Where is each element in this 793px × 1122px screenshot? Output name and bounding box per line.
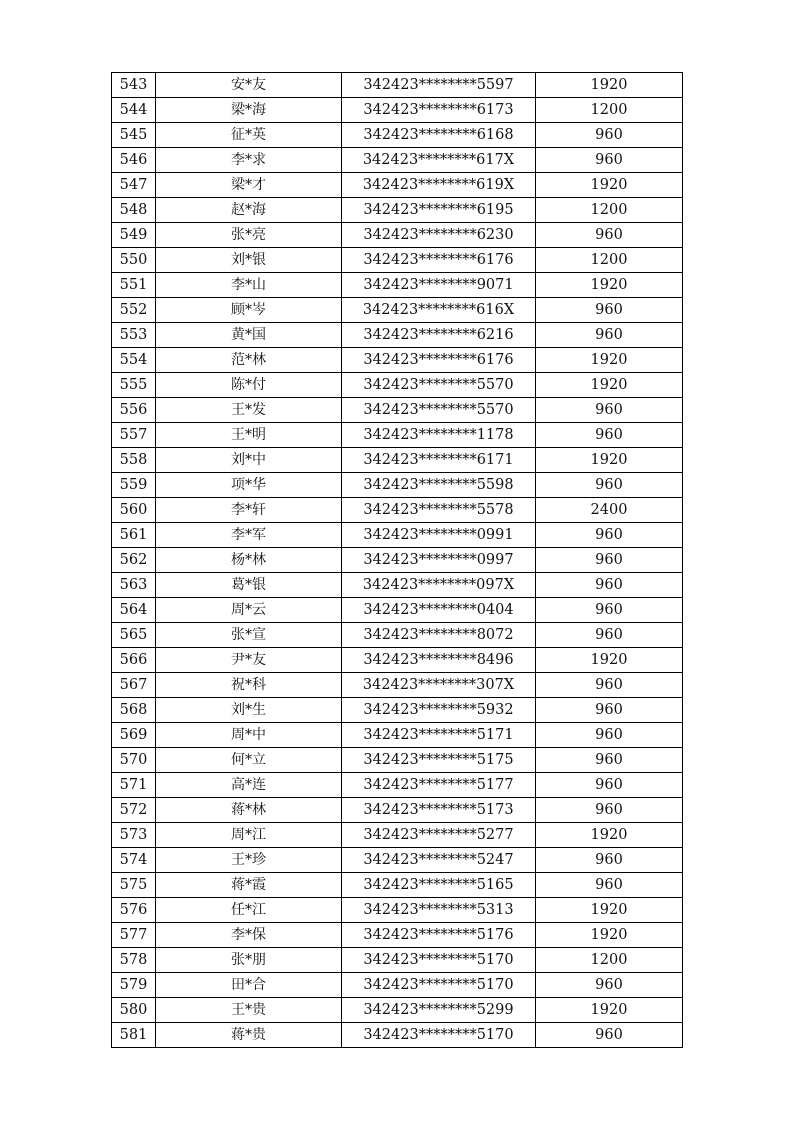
row-number-cell: 565 bbox=[112, 623, 156, 648]
name-cell: 王*贵 bbox=[156, 998, 342, 1023]
table-row bbox=[112, 198, 683, 223]
id-number-cell: 342423********5578 bbox=[342, 498, 536, 523]
row-number-cell: 561 bbox=[112, 523, 156, 548]
id-number-cell: 342423********5299 bbox=[342, 998, 536, 1023]
amount-cell: 960 bbox=[536, 123, 683, 148]
id-number-cell: 342423********5570 bbox=[342, 373, 536, 398]
id-number-cell: 342423********5598 bbox=[342, 473, 536, 498]
row-number-cell: 548 bbox=[112, 198, 156, 223]
id-number-cell: 342423********5277 bbox=[342, 823, 536, 848]
amount-cell: 1200 bbox=[536, 948, 683, 973]
row-number-cell: 559 bbox=[112, 473, 156, 498]
name-cell: 周*云 bbox=[156, 598, 342, 623]
row-number-cell: 556 bbox=[112, 398, 156, 423]
amount-cell: 960 bbox=[536, 623, 683, 648]
row-number-cell: 560 bbox=[112, 498, 156, 523]
amount-cell: 960 bbox=[536, 148, 683, 173]
id-number-cell: 342423********619X bbox=[342, 173, 536, 198]
table-row bbox=[112, 98, 683, 123]
table-row bbox=[112, 923, 683, 948]
amount-cell: 1920 bbox=[536, 348, 683, 373]
id-number-cell: 342423********6216 bbox=[342, 323, 536, 348]
table-row bbox=[112, 973, 683, 998]
id-number-cell: 342423********5177 bbox=[342, 773, 536, 798]
amount-cell: 960 bbox=[536, 598, 683, 623]
name-cell: 安*友 bbox=[156, 73, 342, 98]
name-cell: 王*明 bbox=[156, 423, 342, 448]
row-number-cell: 549 bbox=[112, 223, 156, 248]
table-row bbox=[112, 1023, 683, 1048]
amount-cell: 960 bbox=[536, 798, 683, 823]
name-cell: 征*英 bbox=[156, 123, 342, 148]
amount-cell: 960 bbox=[536, 848, 683, 873]
amount-cell: 1920 bbox=[536, 73, 683, 98]
table-row bbox=[112, 373, 683, 398]
name-cell: 杨*林 bbox=[156, 548, 342, 573]
table-row bbox=[112, 273, 683, 298]
row-number-cell: 569 bbox=[112, 723, 156, 748]
name-cell: 张*亮 bbox=[156, 223, 342, 248]
row-number-cell: 568 bbox=[112, 698, 156, 723]
table-row bbox=[112, 673, 683, 698]
row-number-cell: 564 bbox=[112, 598, 156, 623]
table-row bbox=[112, 473, 683, 498]
id-number-cell: 342423********5313 bbox=[342, 898, 536, 923]
amount-cell: 960 bbox=[536, 523, 683, 548]
row-number-cell: 577 bbox=[112, 923, 156, 948]
name-cell: 李*轩 bbox=[156, 498, 342, 523]
amount-cell: 1920 bbox=[536, 273, 683, 298]
row-number-cell: 557 bbox=[112, 423, 156, 448]
id-number-cell: 342423********9071 bbox=[342, 273, 536, 298]
amount-cell: 1920 bbox=[536, 823, 683, 848]
id-number-cell: 342423********5932 bbox=[342, 698, 536, 723]
table-row bbox=[112, 698, 683, 723]
name-cell: 赵*海 bbox=[156, 198, 342, 223]
table-row bbox=[112, 598, 683, 623]
amount-cell: 1920 bbox=[536, 173, 683, 198]
name-cell: 梁*才 bbox=[156, 173, 342, 198]
row-number-cell: 551 bbox=[112, 273, 156, 298]
table-row bbox=[112, 523, 683, 548]
name-cell: 张*宣 bbox=[156, 623, 342, 648]
id-number-cell: 342423********6171 bbox=[342, 448, 536, 473]
id-number-cell: 342423********097X bbox=[342, 573, 536, 598]
name-cell: 黄*国 bbox=[156, 323, 342, 348]
amount-cell: 1200 bbox=[536, 198, 683, 223]
row-number-cell: 546 bbox=[112, 148, 156, 173]
name-cell: 李*求 bbox=[156, 148, 342, 173]
table-row bbox=[112, 823, 683, 848]
name-cell: 田*合 bbox=[156, 973, 342, 998]
id-number-cell: 342423********8496 bbox=[342, 648, 536, 673]
name-cell: 陈*付 bbox=[156, 373, 342, 398]
name-cell: 葛*银 bbox=[156, 573, 342, 598]
table-row bbox=[112, 573, 683, 598]
row-number-cell: 580 bbox=[112, 998, 156, 1023]
amount-cell: 960 bbox=[536, 223, 683, 248]
name-cell: 李*山 bbox=[156, 273, 342, 298]
id-number-cell: 342423********617X bbox=[342, 148, 536, 173]
name-cell: 梁*海 bbox=[156, 98, 342, 123]
table-row bbox=[112, 798, 683, 823]
amount-cell: 960 bbox=[536, 973, 683, 998]
amount-cell: 960 bbox=[536, 748, 683, 773]
name-cell: 蒋*贵 bbox=[156, 1023, 342, 1048]
name-cell: 周*江 bbox=[156, 823, 342, 848]
row-number-cell: 562 bbox=[112, 548, 156, 573]
amount-cell: 960 bbox=[536, 398, 683, 423]
row-number-cell: 552 bbox=[112, 298, 156, 323]
row-number-cell: 555 bbox=[112, 373, 156, 398]
row-number-cell: 572 bbox=[112, 798, 156, 823]
name-cell: 李*保 bbox=[156, 923, 342, 948]
id-number-cell: 342423********5173 bbox=[342, 798, 536, 823]
name-cell: 刘*银 bbox=[156, 248, 342, 273]
id-number-cell: 342423********6173 bbox=[342, 98, 536, 123]
name-cell: 刘*生 bbox=[156, 698, 342, 723]
row-number-cell: 544 bbox=[112, 98, 156, 123]
name-cell: 李*军 bbox=[156, 523, 342, 548]
row-number-cell: 573 bbox=[112, 823, 156, 848]
table-row bbox=[112, 623, 683, 648]
row-number-cell: 578 bbox=[112, 948, 156, 973]
table-row bbox=[112, 873, 683, 898]
table-row bbox=[112, 223, 683, 248]
table-row bbox=[112, 398, 683, 423]
name-cell: 蒋*霞 bbox=[156, 873, 342, 898]
table-row bbox=[112, 123, 683, 148]
name-cell: 王*发 bbox=[156, 398, 342, 423]
id-number-cell: 342423********5165 bbox=[342, 873, 536, 898]
row-number-cell: 543 bbox=[112, 73, 156, 98]
id-number-cell: 342423********5170 bbox=[342, 948, 536, 973]
id-number-cell: 342423********6195 bbox=[342, 198, 536, 223]
table-row bbox=[112, 323, 683, 348]
id-number-cell: 342423********5171 bbox=[342, 723, 536, 748]
row-number-cell: 554 bbox=[112, 348, 156, 373]
id-number-cell: 342423********0997 bbox=[342, 548, 536, 573]
table-row bbox=[112, 148, 683, 173]
name-cell: 刘*中 bbox=[156, 448, 342, 473]
table-row bbox=[112, 448, 683, 473]
table-row bbox=[112, 548, 683, 573]
table-row bbox=[112, 173, 683, 198]
amount-cell: 1200 bbox=[536, 98, 683, 123]
amount-cell: 960 bbox=[536, 873, 683, 898]
table-row bbox=[112, 423, 683, 448]
table-row bbox=[112, 498, 683, 523]
table-row bbox=[112, 748, 683, 773]
amount-cell: 1200 bbox=[536, 248, 683, 273]
id-number-cell: 342423********307X bbox=[342, 673, 536, 698]
table-row bbox=[112, 73, 683, 98]
amount-cell: 960 bbox=[536, 723, 683, 748]
id-number-cell: 342423********5570 bbox=[342, 398, 536, 423]
amount-cell: 960 bbox=[536, 323, 683, 348]
table-row bbox=[112, 773, 683, 798]
amount-cell: 960 bbox=[536, 673, 683, 698]
id-number-cell: 342423********5170 bbox=[342, 973, 536, 998]
row-number-cell: 566 bbox=[112, 648, 156, 673]
row-number-cell: 545 bbox=[112, 123, 156, 148]
row-number-cell: 567 bbox=[112, 673, 156, 698]
amount-cell: 960 bbox=[536, 698, 683, 723]
row-number-cell: 553 bbox=[112, 323, 156, 348]
id-number-cell: 342423********5247 bbox=[342, 848, 536, 873]
row-number-cell: 570 bbox=[112, 748, 156, 773]
name-cell: 尹*友 bbox=[156, 648, 342, 673]
amount-cell: 1920 bbox=[536, 448, 683, 473]
row-number-cell: 550 bbox=[112, 248, 156, 273]
data-table bbox=[111, 72, 683, 1048]
id-number-cell: 342423********0404 bbox=[342, 598, 536, 623]
name-cell: 顾*岑 bbox=[156, 298, 342, 323]
id-number-cell: 342423********0991 bbox=[342, 523, 536, 548]
name-cell: 祝*科 bbox=[156, 673, 342, 698]
id-number-cell: 342423********6168 bbox=[342, 123, 536, 148]
amount-cell: 960 bbox=[536, 1023, 683, 1048]
name-cell: 何*立 bbox=[156, 748, 342, 773]
table-row bbox=[112, 848, 683, 873]
amount-cell: 1920 bbox=[536, 923, 683, 948]
table-row bbox=[112, 298, 683, 323]
table-row bbox=[112, 948, 683, 973]
amount-cell: 960 bbox=[536, 548, 683, 573]
table-row bbox=[112, 348, 683, 373]
name-cell: 任*江 bbox=[156, 898, 342, 923]
amount-cell: 1920 bbox=[536, 373, 683, 398]
id-number-cell: 342423********6230 bbox=[342, 223, 536, 248]
id-number-cell: 342423********6176 bbox=[342, 348, 536, 373]
amount-cell: 1920 bbox=[536, 648, 683, 673]
table-row bbox=[112, 998, 683, 1023]
table-row bbox=[112, 898, 683, 923]
id-number-cell: 342423********6176 bbox=[342, 248, 536, 273]
amount-cell: 2400 bbox=[536, 498, 683, 523]
name-cell: 项*华 bbox=[156, 473, 342, 498]
id-number-cell: 342423********5597 bbox=[342, 73, 536, 98]
row-number-cell: 579 bbox=[112, 973, 156, 998]
amount-cell: 960 bbox=[536, 473, 683, 498]
row-number-cell: 558 bbox=[112, 448, 156, 473]
id-number-cell: 342423********5176 bbox=[342, 923, 536, 948]
amount-cell: 1920 bbox=[536, 998, 683, 1023]
amount-cell: 960 bbox=[536, 423, 683, 448]
amount-cell: 960 bbox=[536, 298, 683, 323]
amount-cell: 1920 bbox=[536, 898, 683, 923]
table-row bbox=[112, 648, 683, 673]
row-number-cell: 574 bbox=[112, 848, 156, 873]
row-number-cell: 547 bbox=[112, 173, 156, 198]
row-number-cell: 581 bbox=[112, 1023, 156, 1048]
amount-cell: 960 bbox=[536, 573, 683, 598]
row-number-cell: 571 bbox=[112, 773, 156, 798]
id-number-cell: 342423********5170 bbox=[342, 1023, 536, 1048]
id-number-cell: 342423********5175 bbox=[342, 748, 536, 773]
row-number-cell: 576 bbox=[112, 898, 156, 923]
name-cell: 王*珍 bbox=[156, 848, 342, 873]
name-cell: 蒋*林 bbox=[156, 798, 342, 823]
name-cell: 高*连 bbox=[156, 773, 342, 798]
id-number-cell: 342423********616X bbox=[342, 298, 536, 323]
id-number-cell: 342423********8072 bbox=[342, 623, 536, 648]
name-cell: 范*林 bbox=[156, 348, 342, 373]
id-number-cell: 342423********1178 bbox=[342, 423, 536, 448]
name-cell: 周*中 bbox=[156, 723, 342, 748]
table-body bbox=[112, 73, 683, 1048]
table-row bbox=[112, 248, 683, 273]
row-number-cell: 563 bbox=[112, 573, 156, 598]
row-number-cell: 575 bbox=[112, 873, 156, 898]
amount-cell: 960 bbox=[536, 773, 683, 798]
table-row bbox=[112, 723, 683, 748]
name-cell: 张*朋 bbox=[156, 948, 342, 973]
